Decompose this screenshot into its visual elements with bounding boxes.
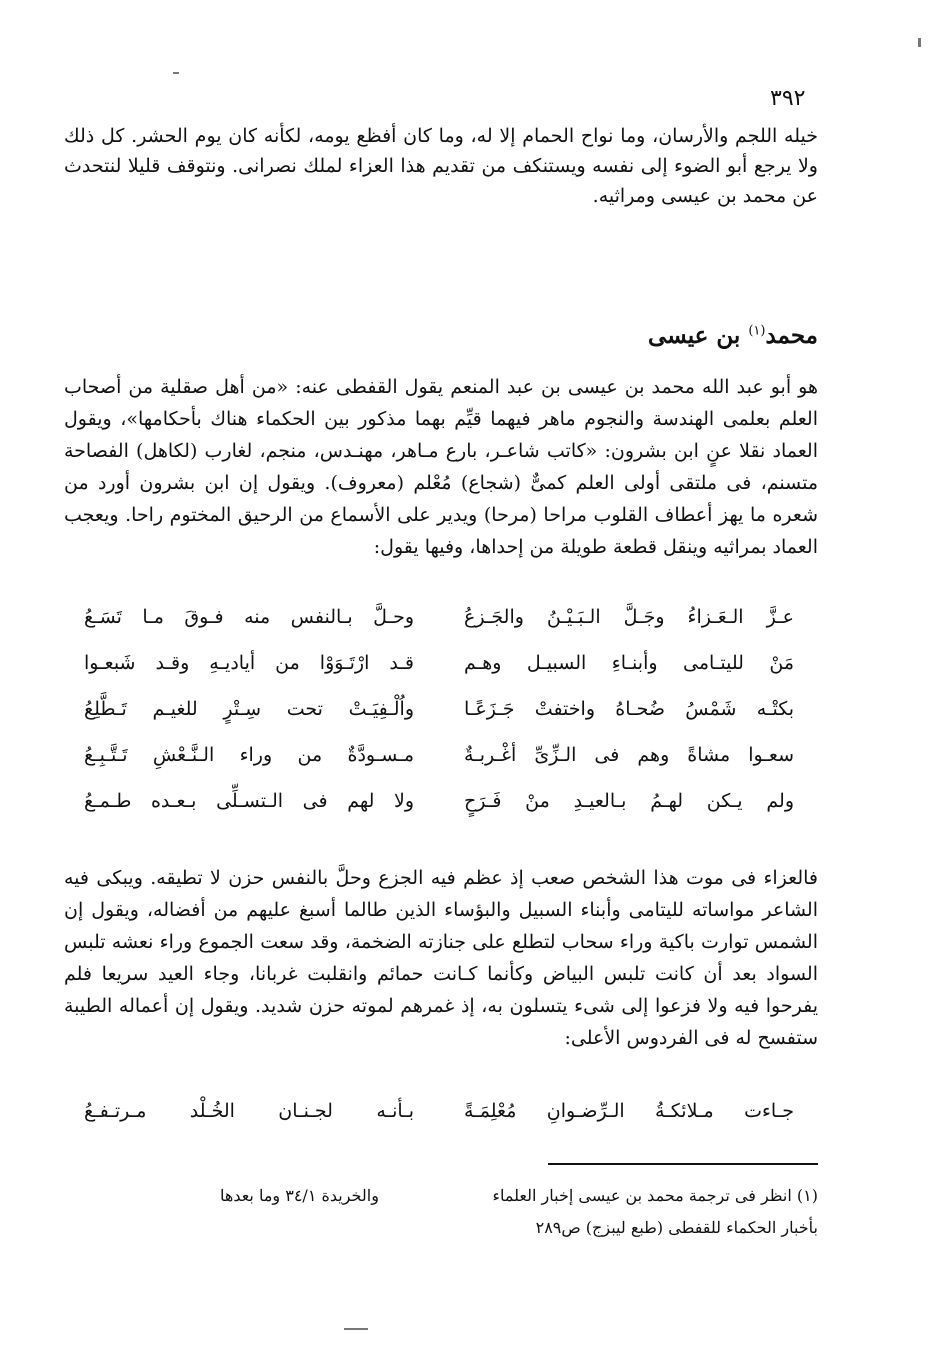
- paragraph-1: خيله اللجم والأرسان، وما نواح الحمام إلا له، وما كان أفظع يومه، لكأنه كان يوم الحشر. كل ذلك ولا يرجع أبو الضوء إلى نفسه ويستنكف من تقديم هذا العزاء لملك نصرانى. ونتوقف قليلا لنتحدث عن محمد بن عيسى ومراثيه.: [64, 125, 818, 207]
- poem-verse: [84, 606, 794, 652]
- footnote-text: والخريدة ٣٤/١ وما بعدها: [220, 1186, 379, 1205]
- verse-first-hemistich: عـزَّ الـعَـزاءُ وجَـلَّ الـبَـيْـنُ والجَـزعُ: [464, 606, 794, 628]
- poem-verse: [84, 1100, 794, 1146]
- poem-block-2: [84, 1100, 794, 1146]
- verse-first-hemistich: بكتْـه شَمْسُ ضُحـاهُ واختفتْ جَـزَعًـا: [464, 698, 794, 720]
- paragraph-2: هو أبو عبد الله محمد بن عيسى بن عبد المنعم يقول القفطى عنه: «من أهل صقلية من أصحاب العلم بعلمى الهندسة والنجوم ماهر فيهما قيِّم بهما مذكور بين الحكماء هناك بأحكامها»، ويقول العماد نقلا عنٍ ابن بشرون: «كاتب شاعـر، بارع مـاهر، مهنـدس، منجم، لغارب (لكاهل) الفصاحة متسنم، فى ملتقى أولى العلم كمىٌّ (شجاع) مُعْلم (معروف). ويقول إن ابن بشرون أورد من شعره ما يهز أعطاف القلوب مراحا (مرحا) ويدير على الأسماع من الرحيق المختوم راحا. ويعجب العماد بمراثيه وينقل قطعة طويلة من إحداها، وفيها يقول:: [64, 376, 818, 558]
- scan-mark: [918, 38, 921, 47]
- footnote-reference: (١): [748, 323, 766, 339]
- verse-first-hemistich: جـاءت مـلائكـةُ الـرِّضـوانِ مُعْلِمَـةً: [464, 1100, 794, 1122]
- heading-name-first: محمد: [765, 322, 818, 349]
- poem-verse: [84, 790, 794, 836]
- verse-second-hemistich: ولا لهم فى الـتسـلِّى بـعـده طـمـعُ: [84, 790, 414, 812]
- footnote-divider: [548, 1163, 818, 1165]
- poem-verse: [84, 698, 794, 744]
- paragraph-3: فالعزاء فى موت هذا الشخص صعب إذ عظم فيه الجزع وحلَّ بالنفس حزن لا تطيقه. ويبكى فيه الشاعر مواساته لليتامى وأبناء السبيل والبؤساء الذين طالما أسبغ عليهم من أفضاله، ويقول إن الشمس توارت باكية وراء سحاب لتطلع على جنازته الضخمة، وقد سعت الجموع وراء نعشه تلبس السواد بعد أن كانت تلبس البياض وكأنما كـانت حمائم وانقلبت غربانا، وجاء العيد سريعا فلم يفرحوا فيه ولا فزعوا إلى شىء يتسلون به، إذ غمرهم لموته حزن شديد. ويقول إن أعماله الطيبة ستفسح له فى الفردوس الأعلى:: [64, 867, 818, 1049]
- footnote-text: بأخبار الحكماء للقفطى (طبع ليبزج) ص٢٨٩: [535, 1218, 818, 1237]
- verse-second-hemistich: واُلْـفِيَـتْ تحت سِـتْرٍ للغيـم تَـطَّلِعُ: [84, 698, 414, 720]
- verse-second-hemistich: بـأنـه لجـنـان الخُـلْد مـرتـفـعُ: [84, 1100, 414, 1122]
- verse-second-hemistich: وحـلَّ بـالنفس منه فـوقَ مـا تَسَـعُ: [84, 606, 414, 628]
- verse-second-hemistich: مـسـودَّةٌ من وراء الـنَّـعْشِ تَـتَّـبِـعُ: [84, 744, 414, 766]
- verse-first-hemistich: ولم يـكن لهـمُ بـالعيـدِ منْ فَـرَحٍ: [464, 790, 794, 812]
- verse-second-hemistich: قـد ارْتَـوَوْا من أياديـهِ وقـد شَبعـوا: [84, 652, 414, 674]
- footnote-text: (١) انظر فى ترجمة محمد بن عيسى إخبار العلماء: [492, 1186, 818, 1205]
- scan-mark: [173, 72, 179, 74]
- verse-first-hemistich: مَنْ لليتـامى وأبنـاءِ السبيـل وهـم: [464, 652, 794, 674]
- poem-verse: [84, 652, 794, 698]
- poem-block-1: [84, 606, 794, 836]
- footnote-line: [220, 1180, 818, 1212]
- poem-verse: [84, 744, 794, 790]
- footnote-line: [220, 1212, 818, 1244]
- footnote: [220, 1180, 818, 1244]
- section-heading: [500, 322, 818, 349]
- verse-first-hemistich: سعـوا مشاةً وهم فى الـزِّىِّ أغْـربـةٌ: [464, 744, 794, 766]
- heading-name-rest: بن عيسى: [648, 322, 749, 349]
- scan-mark: [344, 1328, 368, 1330]
- page-number: ٣٩٢: [770, 86, 806, 111]
